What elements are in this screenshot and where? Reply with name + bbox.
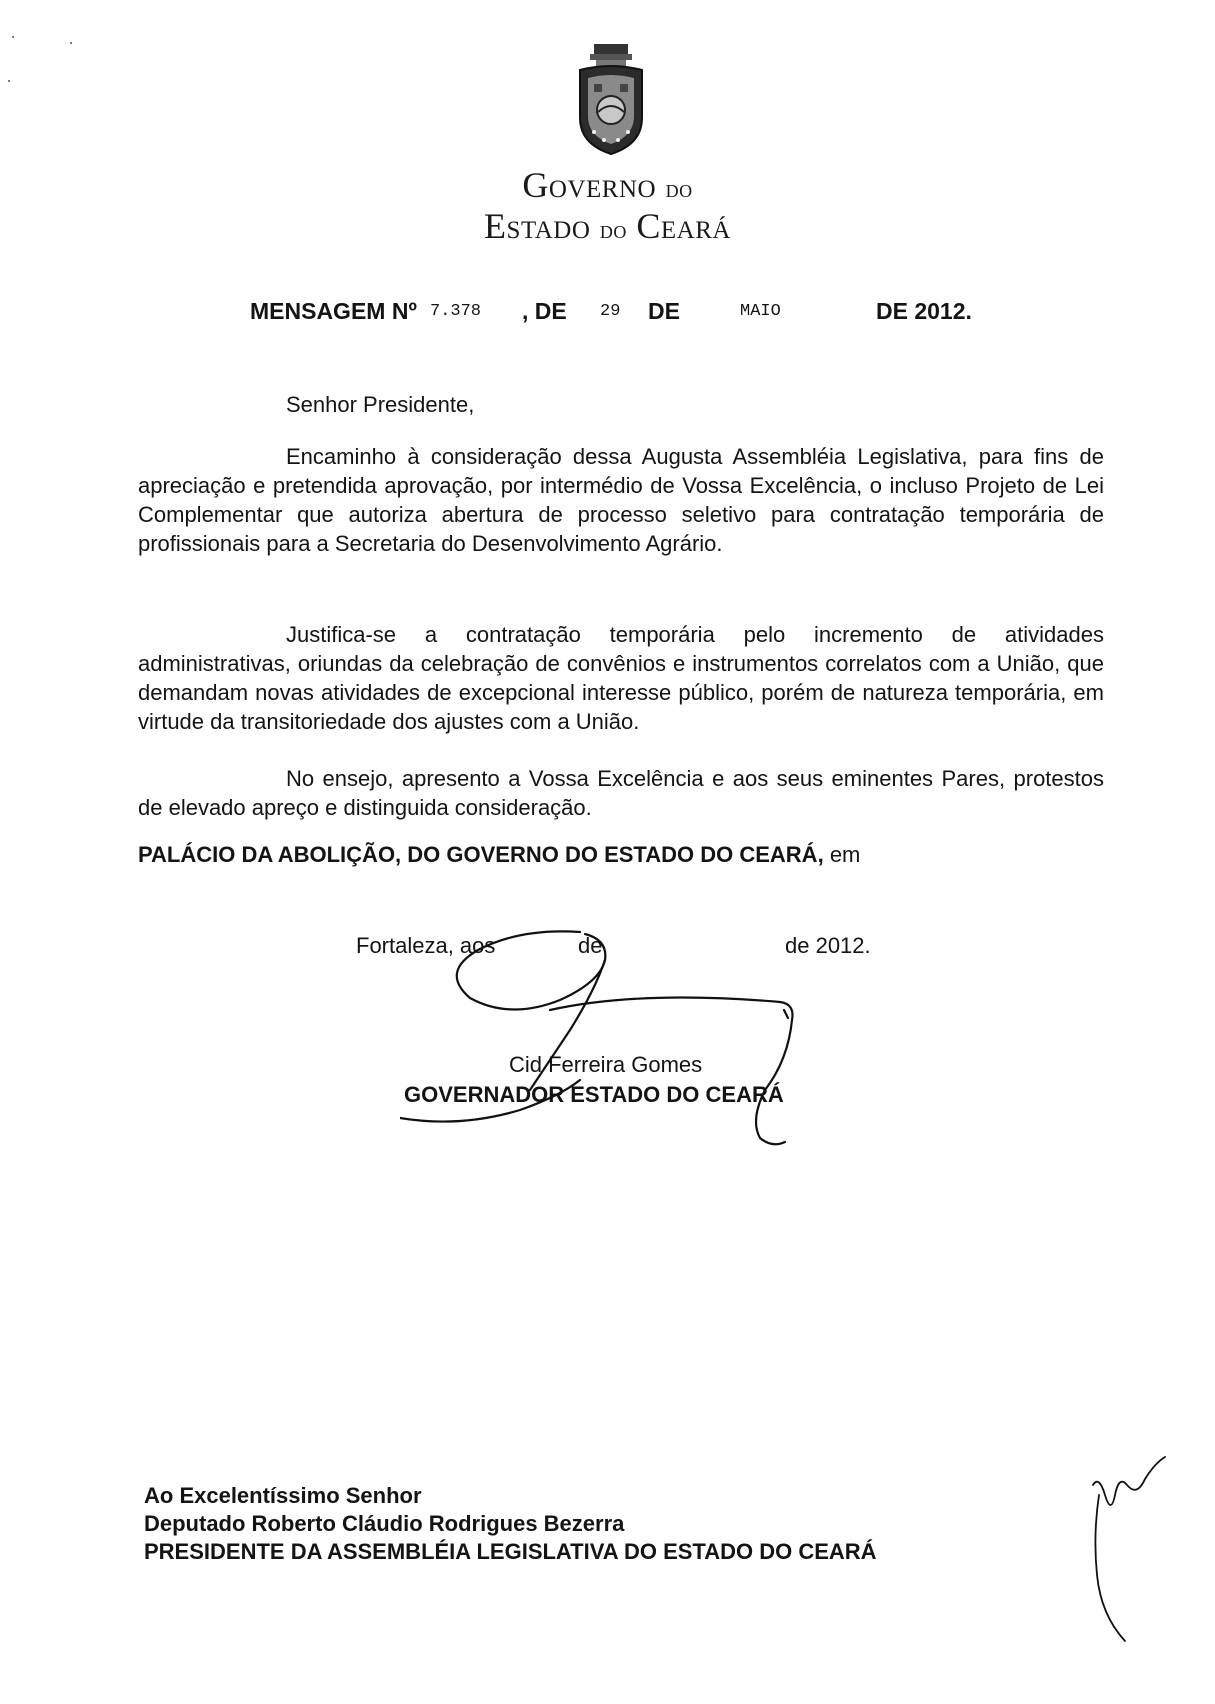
header-title-line1 bbox=[0, 165, 1215, 209]
scan-speck bbox=[8, 80, 10, 82]
message-de-2: DE bbox=[648, 298, 680, 324]
message-month: MAIO bbox=[740, 302, 781, 321]
message-label: MENSAGEM Nº bbox=[250, 298, 417, 324]
palacio-line bbox=[138, 842, 860, 868]
message-header bbox=[250, 298, 1000, 332]
handwritten-initials bbox=[1085, 1455, 1175, 1645]
addressee-line-2: Deputado Roberto Cláudio Rodrigues Bezerra bbox=[144, 1511, 625, 1536]
body-paragraph-2: Justifica-se a contratação temporária pelo incremento de atividades administrativas, oriundas da celebração de convênios e instrumentos correlatos com a União, que demandam novas atividades de excepcional interesse público, porém de natureza temporária, em virtude da transitoriedade dos ajustes com a União. bbox=[138, 622, 1104, 734]
palacio-bold: PALÁCIO DA ABOLIÇÃO, DO GOVERNO DO ESTADO DO CEARÁ, bbox=[138, 842, 824, 867]
header-estado: Estado bbox=[484, 206, 591, 246]
fortaleza-de: de bbox=[578, 933, 603, 958]
message-de-1: , DE bbox=[522, 298, 567, 324]
salutation: Senhor Presidente, bbox=[286, 392, 475, 417]
fortaleza-year: de 2012. bbox=[785, 933, 871, 958]
header-do: do bbox=[665, 174, 693, 203]
signatory-title: GOVERNADOR ESTADO DO CEARÁ bbox=[404, 1082, 784, 1107]
handwritten-signature bbox=[400, 920, 820, 1160]
fortaleza-aos: Fortaleza, aos bbox=[356, 933, 496, 958]
message-day: 29 bbox=[600, 302, 621, 321]
header-do-2: do bbox=[599, 215, 627, 244]
signatory-name: Cid Ferreira Gomes bbox=[509, 1052, 703, 1077]
message-number: 7.378 bbox=[430, 302, 482, 321]
palacio-em: em bbox=[829, 842, 861, 867]
header-title-line2 bbox=[0, 206, 1215, 250]
body-paragraph-3: No ensejo, apresento a Vossa Excelência e aos seus eminentes Pares, protestos de elevado apreço e distinguida consideração. bbox=[138, 766, 1104, 820]
scan-speck bbox=[12, 36, 14, 38]
header-ceara: Ceará bbox=[636, 206, 731, 246]
body-paragraph-1: Encaminho à consideração dessa Augusta Assembléia Legislativa, para fins de apreciação e pretendida aprovação, por intermédio de Vossa Excelência, o incluso Projeto de Lei Complementar que autoriza abertura de processo seletivo para contratação temporária de profissionais para a Secretaria do Desenvolvimento Agrário. bbox=[138, 444, 1104, 556]
addressee-line-3: PRESIDENTE DA ASSEMBLÉIA LEGISLATIVA DO ESTADO DO CEARÁ bbox=[144, 1539, 877, 1564]
addressee-line-1: Ao Excelentíssimo Senhor bbox=[144, 1483, 422, 1508]
scan-speck bbox=[70, 42, 72, 44]
ceara-coat-of-arms-icon bbox=[568, 40, 654, 158]
message-year: DE 2012. bbox=[876, 298, 972, 324]
header-governo: Governo bbox=[522, 165, 657, 205]
